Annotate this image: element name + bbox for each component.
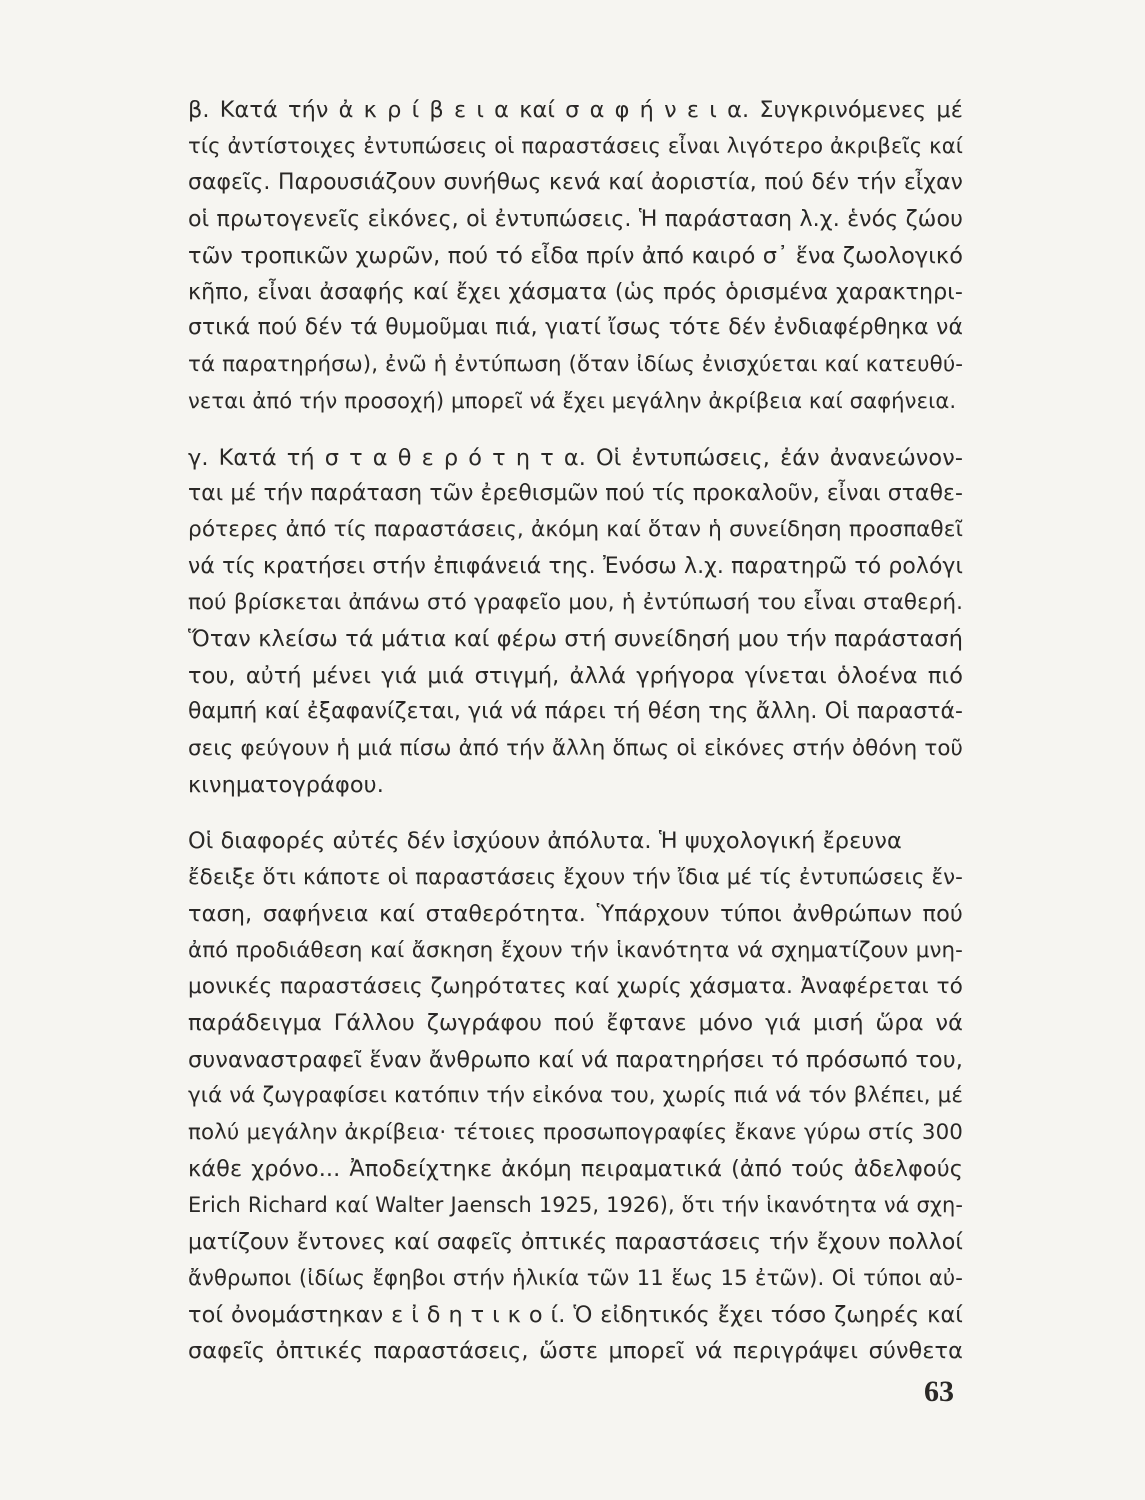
text-line: πού βρίσκεται ἀπάνω στό γραφεῖο μου, ἡ ἐντύπωσή του εἶναι σταθερή. [188, 590, 963, 616]
paragraph-gap [188, 803, 963, 823]
text-line: κινηματογράφου. [188, 772, 384, 799]
text-line: ἀπό προδιάθεση καί ἄσκηση ἔχουν τήν ἱκανότητα νά σχηματίζουν μνη- [188, 937, 963, 963]
text-line: Erich Richard καί Walter Jaensch 1925, 1926), ὅτι τήν ἱκανότητα νά σχη- [188, 1193, 963, 1218]
text-line: συναναστραφεῖ ἕναν ἄνθρωπο καί νά παρατηρήσει τό πρόσωπό του, [188, 1046, 963, 1073]
text-line: σαφεῖς ὀπτικές παραστάσεις, ὥστε μπορεῖ νά περιγράψει σύνθετα [188, 1337, 963, 1364]
text-body [188, 92, 963, 1369]
text-line: ταση, σαφήνεια καί σταθερότητα. Ὑπάρχουν τύποι ἀνθρώπων πού [188, 901, 963, 928]
paragraph-precision-clarity [188, 92, 963, 420]
text-line: ρότερες ἀπό τίς παραστάσεις, ἀκόμη καί ὅταν ἡ συνείδηση προσπαθεῖ [188, 517, 963, 543]
text-line: γ. Κατά τή σ τ α θ ε ρ ό τ η τ α. Οἱ ἐντυπώσεις, ἐάν ἀνανεώνον- [188, 444, 963, 471]
text-line: ματίζουν ἔντονες καί σαφεῖς ὀπτικές παραστάσεις τήν ἔχουν πολλοί [188, 1228, 963, 1255]
text-line: μονικές παραστάσεις ζωηρότατες καί χωρίς χάσματα. Ἀναφέρεται τό [188, 973, 963, 999]
paragraph-stability [188, 440, 963, 804]
text-line: νά τίς κρατήσει στήν ἐπιφάνειά της. Ἐνόσω λ.χ. παρατηρῶ τό ρολόγι [188, 553, 963, 579]
text-line: τά παρατηρήσω), ἐνῶ ἡ ἐντύπωση (ὅταν ἰδίως ἐνισχύεται καί κατευθύ- [188, 351, 964, 377]
text-line: Οἱ διαφορές αὐτές δέν ἰσχύουν ἀπόλυτα. Ἡ ψυχολογική ἔρευνα [188, 828, 902, 855]
text-line: τίς ἀντίστοιχες ἐντυπώσεις οἱ παραστάσεις εἶναι λιγότερο ἀκριβεῖς καί [188, 133, 963, 159]
text-line: τῶν τροπικῶν χωρῶν, πού τό εἶδα πρίν ἀπό καιρό σ᾽ ἕνα ζωολογικό [188, 242, 963, 269]
text-line: ται μέ τήν παράταση τῶν ἐρεθισμῶν πού τίς προκαλοῦν, εἶναι σταθε- [188, 480, 963, 506]
text-line: στικά πού δέν τά θυμοῦμαι πιά, γιατί ἴσως τότε δέν ἐνδιαφέρθηκα νά [188, 315, 963, 341]
page-number: 63 [924, 1375, 954, 1408]
text-line: τοί ὀνομάστηκαν ε ἰ δ η τ ι κ ο ί. Ὁ εἰδητικός ἔχει τόσο ζωηρές καί [188, 1301, 963, 1328]
text-line: γιά νά ζωγραφίσει κατόπιν τήν εἰκόνα του, χωρίς πιά νά τόν βλέπει, μέ [188, 1083, 963, 1109]
text-line: σαφεῖς. Παρουσιάζουν συνήθως κενά καί ἀοριστία, πού δέν τήν εἶχαν [188, 169, 963, 195]
text-line: κῆπο, εἶναι ἀσαφής καί ἔχει χάσματα (ὡς πρός ὁρισμένα χαρακτηρι- [188, 278, 963, 305]
text-line: ἔδειξε ὅτι κάποτε οἱ παραστάσεις ἔχουν τήν ἴδια μέ τίς ἐντυπώσεις ἔν- [188, 864, 963, 890]
text-line: Ὅταν κλείσω τά μάτια καί φέρω στή συνείδησή μου τήν παράστασή [188, 626, 963, 653]
text-line: κάθε χρόνο... Ἀποδείχτηκε ἀκόμη πειραματικά (ἀπό τούς ἀδελφούς [188, 1155, 963, 1182]
text-line: παράδειγμα Γάλλου ζωγράφου πού ἔφτανε μόνο γιά μισή ὥρα νά [188, 1010, 963, 1037]
text-line: σεις φεύγουν ἡ μιά πίσω ἀπό τήν ἄλλη ὅπως οἱ εἰκόνες στήν ὀθόνη τοῦ [188, 735, 963, 761]
paragraph-gap [188, 420, 963, 440]
text-line: πολύ μεγάλην ἀκρίβεια· τέτοιες προσωπογραφίες ἔκανε γύρω στίς 300 [188, 1119, 963, 1145]
text-line: οἱ πρωτογενεῖς εἰκόνες, οἱ ἐντυπώσεις. Ἡ παράσταση λ.χ. ἑνός ζώου [188, 206, 963, 233]
paragraph-differences [188, 823, 963, 1369]
text-line: ἄνθρωποι (ἰδίως ἔφηβοι στήν ἡλικία τῶν 11 ἕως 15 ἐτῶν). Οἱ τύποι αὐ- [188, 1265, 963, 1291]
text-line: β. Κατά τήν ἀ κ ρ ί β ε ι α καί σ α φ ή ν ε ι α. Συγκρινόμενες μέ [188, 97, 963, 123]
text-line: νεται ἀπό τήν προσοχή) μπορεῖ νά ἔχει μεγάλην ἀκρίβεια καί σαφήνεια. [188, 388, 957, 414]
text-line: του, αὐτή μένει γιά μιά στιγμή, ἀλλά γρήγορα γίνεται ὁλοένα πιό [188, 662, 963, 689]
text-line: θαμπή καί ἐξαφανίζεται, γιά νά πάρει τή θέση της ἄλλη. Οἱ παραστά- [188, 699, 963, 725]
